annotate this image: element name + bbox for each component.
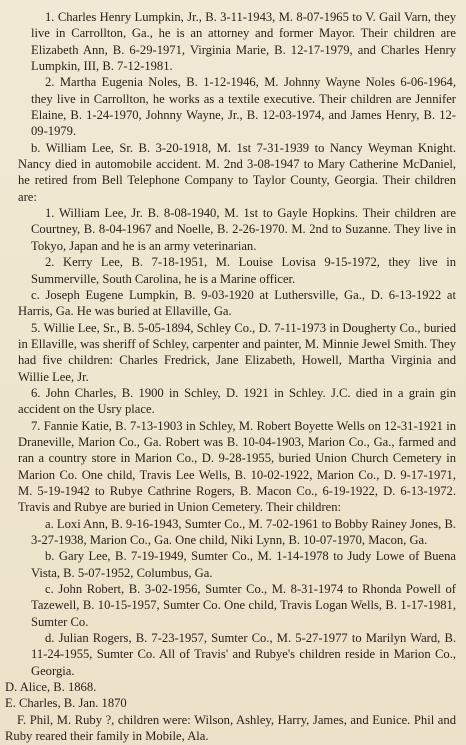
entry-kerry-lee: 2. Kerry Lee, B. 7-18-1951, M. Louise Lovisa 9-15-1972, they live in Summerville, South Carolina, he is a Marine officer. xyxy=(31,255,456,286)
entry-william-lee-jr: 1. William Lee, Jr. B. 8-08-1940, M. 1st to Gayle Hopkins. Their children are Courtney, B. 8-04-1967 and Noelle, B. 2-26-1970. M. 2nd to Suzanne. They live in Tokyo, Japan and he is an army veterinarian. xyxy=(31,206,456,253)
entry-alice: D. Alice, B. 1868. xyxy=(5,680,97,695)
entry-gary-lee: b. Gary Lee, B. 7-19-1949, Sumter Co., M. 1-14-1978 to Judy Lowe of Buena Vista, B. 5-07-1952, Columbus, Ga. xyxy=(31,549,456,580)
entry-william-lee-sr: b. William Lee, Sr. B. 3-20-1918, M. 1st 7-31-1939 to Nancy Weyman Knight. Nancy died in automobile accident. M. 2nd 3-08-1947 to Mary Catherine McDaniel, he retired from Bell Telephone Company to Taylor County, Georgia. Their children are: xyxy=(18,140,456,204)
entry-john-robert: c. John Robert, B. 3-02-1956, Sumter Co., M. 8-31-1974 to Rhonda Powell of Tazewell, B. 10-15-1957, Sumter Co. One child, Travis Logan Wells, B. 1-17-1981, Sumter Co. xyxy=(31,582,456,629)
entry-fannie-katie: 7. Fannie Katie, B. 7-13-1903 in Schley, M. Robert Boyette Wells on 12-31-1921 in Draneville, Marion Co., Ga. Robert was B. 10-04-1903, Marion Co., Ga., farmed and ran a country store in Marion Co., D. 9-28-1955, buried Union Church Cemetery in Marion Co. One child, Travis Lee Wells, B. 10-02-1922, Marion Co., D. 9-17-1971, M. 5-19-1942 to Rubye Cathrine Rogers, B. Macon Co., 6-19-1922, D. 6-13-1972. Travis and Rubye are buried in Union Cemetery. Their children: xyxy=(18,418,456,515)
entry-martha-eugenia-noles: 2. Martha Eugenia Noles, B. 1-12-1946, M. Johnny Wayne Noles 6-06-1964, they live in Carrollton, he works as a textile executive. Their children are Jennifer Elaine, B. 1-24-1970, Johnny Wayne, Jr., B. 12-03-1974, and James Henry, B. 12-09-1979. xyxy=(31,75,456,139)
entry-john-charles: 6. John Charles, B. 1900 in Schley, D. 1921 in Schley. J.C. died in a grain gin accident on the Usry place. xyxy=(18,385,456,417)
entry-willie-lee-sr: 5. Willie Lee, Sr., B. 5-05-1894, Schley Co., D. 7-11-1973 in Dougherty Co., buried in Ellaville, was sheriff of Schley, carpenter and painter, M. Minnie Jewel Smith. They had five children: Charles Fredrick, Jane Elizabeth, Howell, Martha Virginia and Willie Lee, Jr. xyxy=(18,320,456,384)
entry-charles: E. Charles, B. Jan. 1870 xyxy=(5,696,127,711)
entry-charles-henry-lumpkin-jr: 1. Charles Henry Lumpkin, Jr., B. 3-11-1943, M. 8-07-1965 to V. Gail Varn, they live in Carrollton, Ga., he is an attorney and former Mayor. Their children are Elizabeth Ann, B. 6-29-1971, Virginia Marie, B. 12-17-1979, and Charles Henry Lumpkin, III, B. 7-12-1981. xyxy=(31,10,456,74)
entry-loxi-ann: a. Loxi Ann, B. 9-16-1943, Sumter Co., M. 7-02-1961 to Bobby Rainey Jones, B. 3-27-1938, Marion Co., Ga. One child, Niki Lynn, B. 10-07-1970, Macon, Ga. xyxy=(31,516,456,547)
entry-phil: F. Phil, M. Ruby ?, children were: Wilson, Ashley, Harry, James, and Eunice. Phil and Ruby reared their family in Mobile, Ala. xyxy=(5,712,456,744)
entry-julian-rogers: d. Julian Rogers, B. 7-23-1957, Sumter Co., M. 5-27-1977 to Marilyn Ward, B. 11-24-1955, Sumter Co. All of Travis' and Rubye's children reside in Marion Co., Georgia. xyxy=(31,631,456,678)
entry-joseph-eugene-lumpkin: c. Joseph Eugene Lumpkin, B. 9-03-1920 at Luthersville, Ga., D. 6-13-1922 at Harris, Ga. He was buried at Ellaville, Ga. xyxy=(18,287,456,319)
